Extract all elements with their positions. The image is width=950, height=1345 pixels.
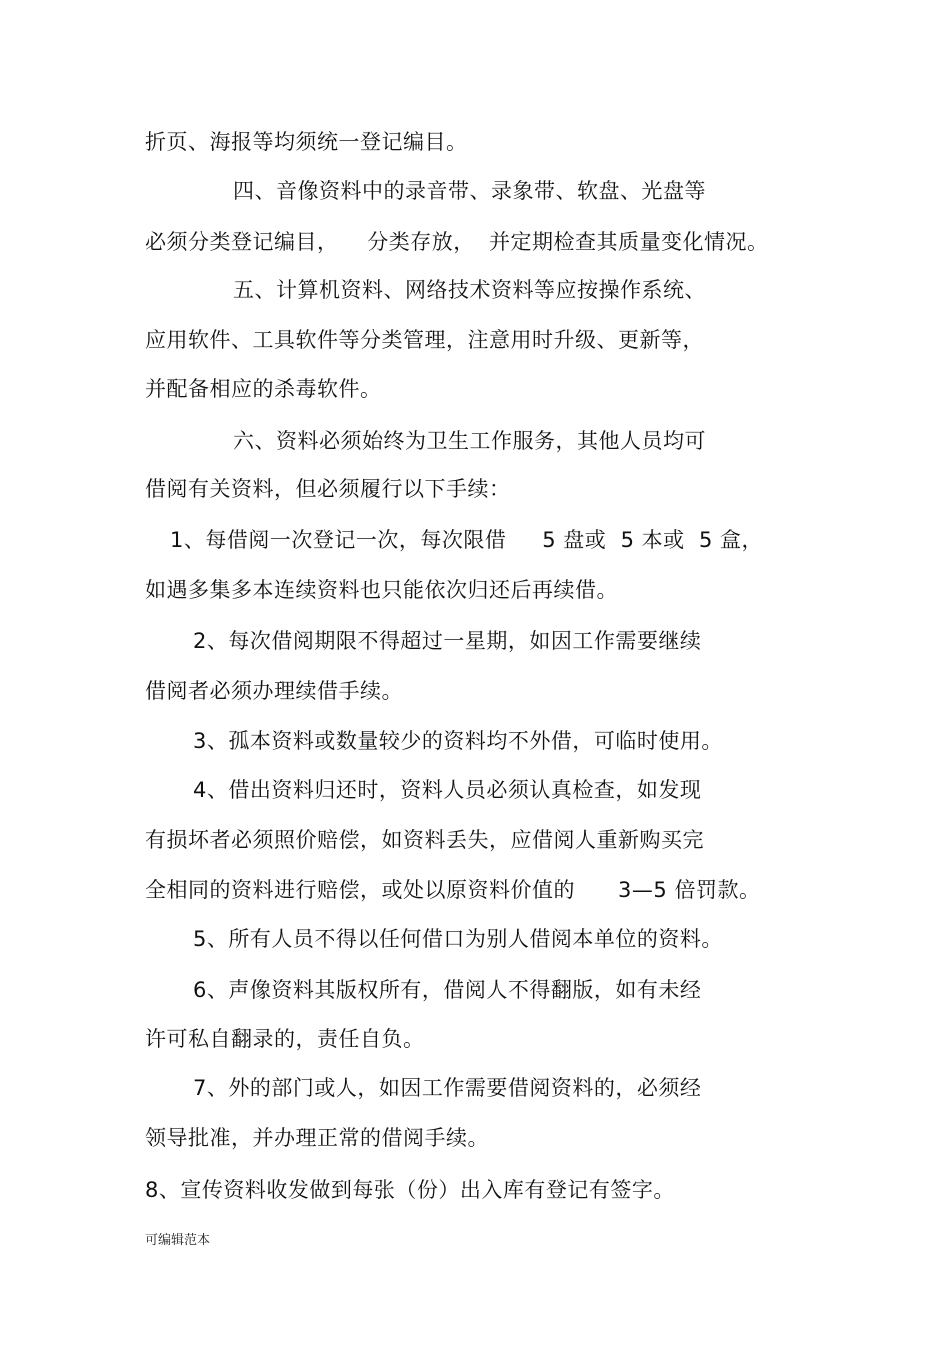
text-line-5: 应用软件、工具软件等分类管理，注意用时升级、更新等， [145,328,704,352]
text-line-18: 6、声像资料其版权所有，借阅人不得翻版，如有未经 [193,978,702,1002]
text-line-3: 必须分类登记编目， 分类存放， 并定期检查其质量变化情况。 [145,230,769,254]
text-line-4: 五、计算机资料、网络技术资料等应按操作系统、 [233,278,706,302]
text-line-6: 并配备相应的杀毒软件。 [145,377,382,401]
text-line-8: 借阅有关资料，但必须履行以下手续： [145,477,511,501]
text-line-10: 如遇多集多本连续资料也只能依次归还后再续借。 [145,578,618,602]
text-line-2: 四、音像资料中的录音带、录象带、软盘、光盘等 [233,179,706,203]
text-line-12: 借阅者必须办理续借手续。 [145,679,403,703]
text-line-22: 8、宣传资料收发做到每张（份）出入库有登记有签字。 [145,1178,675,1202]
text-line-14: 4、借出资料归还时，资料人员必须认真检查，如发现 [193,778,702,802]
text-line-7: 六、资料必须始终为卫生工作服务，其他人员均可 [233,429,706,453]
text-line-9: 1、每借阅一次登记一次，每次限借 5 盘或 5 本或 5 盒， [170,528,764,552]
text-line-19: 许可私自翻录的，责任自负。 [145,1027,425,1051]
text-line-20: 7、外的部门或人，如因工作需要借阅资料的，必须经 [193,1076,702,1100]
text-line-13: 3、孤本资料或数量较少的资料均不外借，可临时使用。 [193,729,723,753]
text-line-17: 5、所有人员不得以任何借口为别人借阅本单位的资料。 [193,927,723,951]
text-line-16: 全相同的资料进行赔偿，或处以原资料价值的 3—5 倍罚款。 [145,878,761,902]
page-footer: 可编辑范本 [145,1233,211,1248]
text-line-15: 有损坏者必须照价赔偿，如资料丢失，应借阅人重新购买完 [145,828,704,852]
text-line-1: 折页、海报等均须统一登记编目。 [145,130,468,154]
text-line-11: 2、每次借阅期限不得超过一星期，如因工作需要继续 [193,629,702,653]
text-line-21: 领导批准，并办理正常的借阅手续。 [145,1126,489,1150]
